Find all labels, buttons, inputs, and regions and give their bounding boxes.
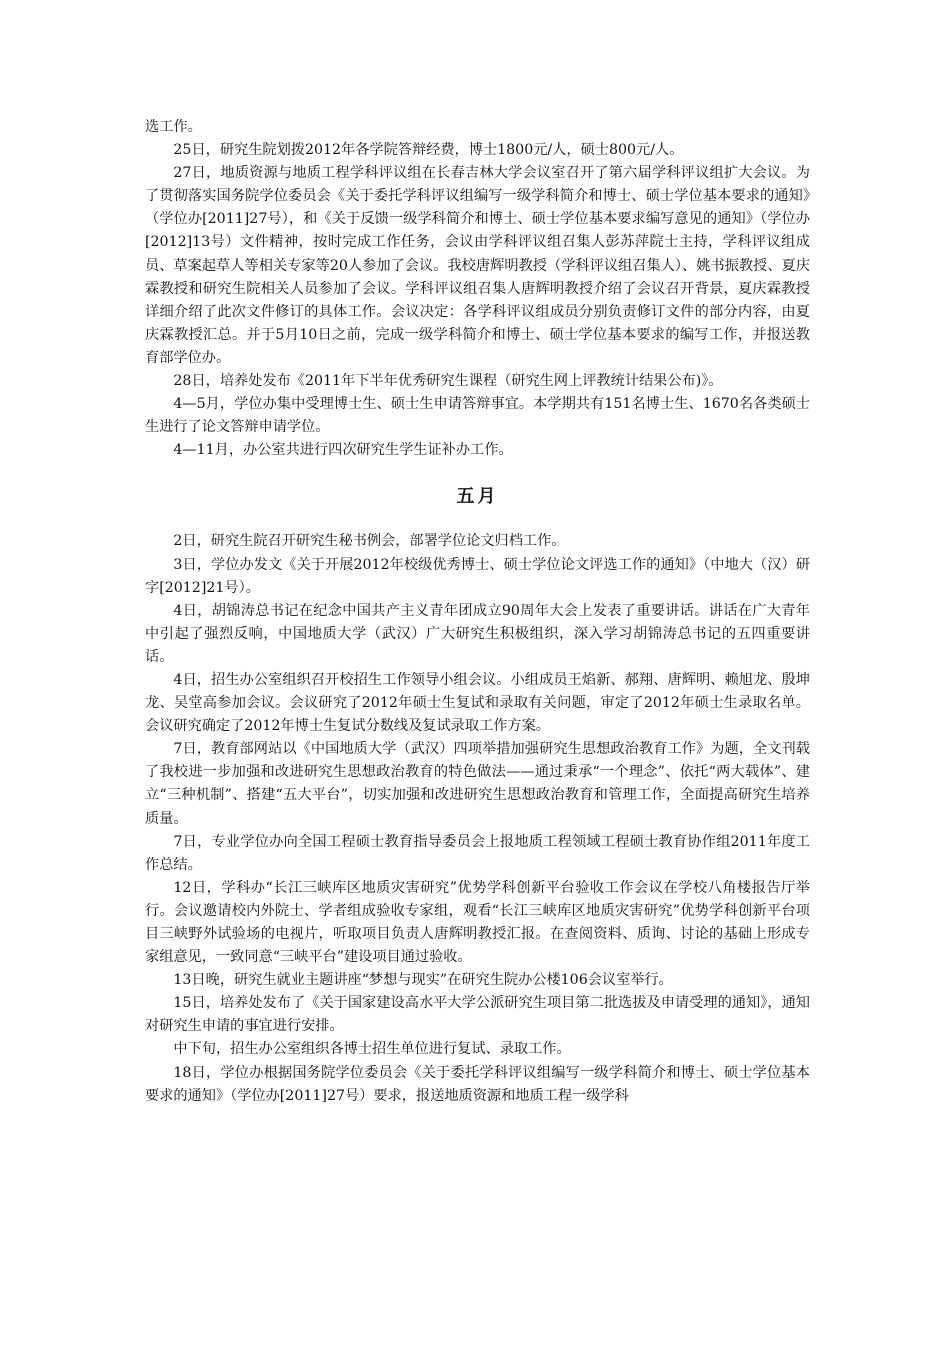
paragraph-may-18: 18日，学位办根据国务院学位委员会《关于委托学科评议组编写一级学科简介和博士、硕士学位基本要求的通知》（学位办[2011]27号）要求，报送地质资源和地质工程一级学科	[145, 1064, 810, 1104]
paragraph-may-7-engineering: 7日，专业学位办向全国工程硕士教育指导委员会上报地质工程领域工程硕士教育协作组2011年度工作总结。	[145, 833, 810, 873]
paragraph-may-15: 15日，培养处发布了《关于国家建设高水平大学公派研究生项目第二批选拔及申请受理的通知》，通知对研究生申请的事宜进行安排。	[145, 995, 810, 1035]
paragraph-may-3: 3日，学位办发文《关于开展2012年校级优秀博士、硕士学位论文评选工作的通知》（中地大（汉）研字[2012]21号）。	[145, 556, 810, 596]
paragraph-apr-28: 28日，培养处发布《2011年下半年优秀研究生课程（研究生网上评教统计结果公布)》。	[173, 373, 723, 390]
paragraph-apr-27: 27日，地质资源与地质工程学科评议组在长春吉林大学会议室召开了第六届学科评议组扩大会议。为了贯彻落实国务院学位委员会《关于委托学科评议组编写一级学科简介和博士、硕士学位基本要求的通知》（学位办[2011]27号），和《关于反馈一级学科简介和博士、硕士学位基本要求编写意见的通知》（学位办[2012]13号）文件精神，按时完成工作任务，会议由学科评议组召集人彭苏萍院士主持，学科评议组成员、草案起草人等相关专家等20人参加了会议。我校唐辉明教授（学科评议组召集人）、姚书振教授、夏庆霖教授和研究生院相关人员参加了会议。学科评议组召集人唐辉明教授介绍了会议召开背景，夏庆霖教授详细介绍了此次文件修订的具体工作。会议决定：各学科评议组成员分别负责修订文件的部分内容，由夏庆霖教授汇总。并于5月10日之前，完成一级学科简介和博士、硕士学位基本要求的编写工作，并报送教育部学位办。	[145, 165, 810, 366]
paragraph-may-13: 13日晚，研究生就业主题讲座“梦想与现实”在研究生院办公楼106会议室举行。	[173, 972, 673, 989]
paragraph-apr-25: 25日，研究生院划拨2012年各学院答辩经费，博士1800元/人，硕士800元/人。	[173, 142, 684, 159]
paragraph-may-4-speech: 4日，胡锦涛总书记在纪念中国共产主义青年团成立90周年大会上发表了重要讲话。讲话在广大青年中引起了强烈反响，中国地质大学（武汉）广大研究生积极组织，深入学习胡锦涛总书记的五四重要讲话。	[145, 602, 810, 665]
paragraph-may-2: 2日，研究生院召开研究生秘书例会，部署学位论文归档工作。	[173, 533, 566, 550]
paragraph-continuation: 选工作。	[145, 119, 202, 135]
paragraph-apr-may-defense: 4—5月，学位办集中受理博士生、硕士生申请答辩事宜。本学期共有151名博士生、1670名各类硕士生进行了论文答辩申请学位。	[145, 396, 810, 436]
paragraph-apr-nov-student-card: 4—11月，办公室共进行四次研究生学生证补办工作。	[173, 442, 513, 459]
document-page	[145, 116, 810, 1108]
section-title-may: 五月	[456, 486, 499, 508]
paragraph-may-mid-late: 中下旬，招生办公室组织各博士招生单位进行复试、录取工作。	[173, 1041, 571, 1058]
paragraph-may-12: 12日，学科办“长江三峡库区地质灾害研究”优势学科创新平台验收工作会议在学校八角楼报告厅举行。会议邀请校内外院士、学者组成验收专家组，观看“长江三峡库区地质灾害研究”优势学科创新平台项目三峡野外试验场的电视片，听取项目负责人唐辉明教授汇报。在查阅资料、质询、讨论的基础上形成专家组意见，一致同意“三峡平台”建设项目通过验收。	[145, 879, 810, 966]
paragraph-may-4-admissions: 4日，招生办公室组织召开校招生工作领导小组会议。小组成员王焰新、郝翔、唐辉明、赖旭龙、殷坤龙、吴堂高参加会议。会议研究了2012年硕士生复试和录取有关问题，审定了2012年硕士生录取名单。会议研究确定了2012年博士生复试分数线及复试录取工作方案。	[145, 671, 810, 735]
paragraph-may-7-moe: 7日，教育部网站以《中国地质大学（武汉）四项举措加强研究生思想政治教育工作》为题，全文刊载了我校进一步加强和改进研究生思想政治教育的特色做法——通过秉承“一个理念”、依托“两大载体”、建立“三种机制”、搭建“五大平台”，切实加强和改进研究生思想政治教育和管理工作，全面提高研究生培养质量。	[145, 741, 810, 827]
